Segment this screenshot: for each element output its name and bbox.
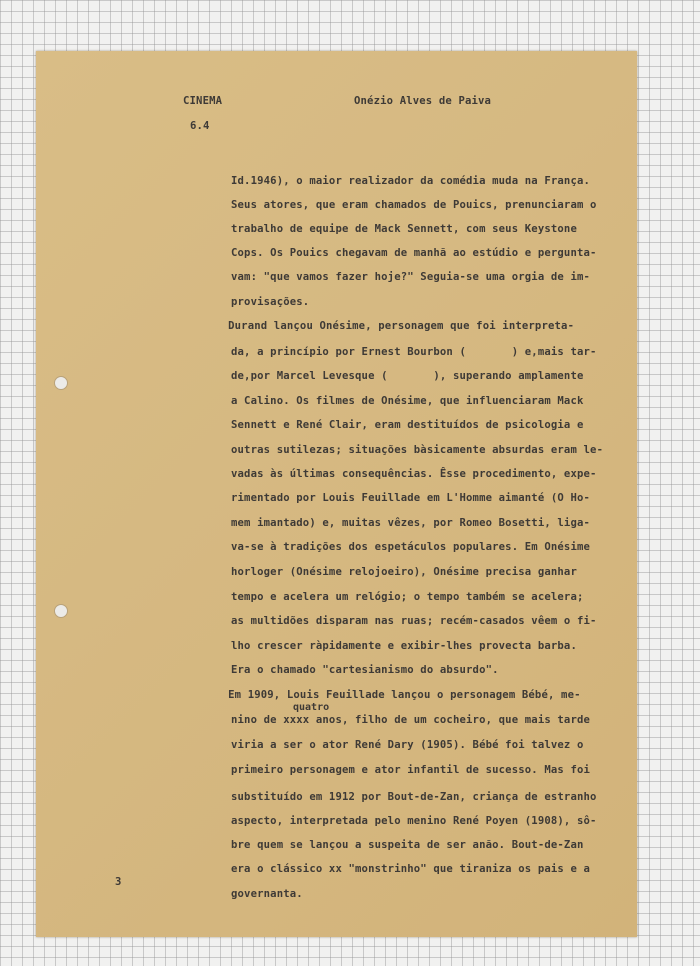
text-line: viria a ser o ator René Dary (1905). Bébé foi talvez o: [231, 739, 584, 751]
text-line: Id.1946), o maior realizador da comédia muda na França.: [231, 175, 591, 187]
text-line: substituído em 1912 por Bout-de-Zan, criança de estranho: [231, 791, 597, 803]
text-line: bre quem se lançou a suspeita de ser anão. Bout-de-Zan: [231, 839, 584, 851]
text-line: de,por Marcel Levesque ( ), superando amplamente: [231, 370, 584, 382]
text-line: primeiro personagem e ator infantil de sucesso. Mas foi: [231, 764, 591, 776]
header-author: Onézio Alves de Paiva: [354, 95, 492, 107]
text-line: governanta.: [231, 888, 303, 900]
text-line: horloger (Onésime relojoeiro), Onésime precisa ganhar: [231, 566, 577, 578]
text-line: mem imantado) e, muitas vêzes, por Romeo Bosetti, liga-: [231, 517, 591, 529]
text-line: aspecto, interpretada pelo menino René Poyen (1908), sô-: [231, 815, 597, 827]
text-line: Sennett e René Clair, eram destituídos de psicologia e: [231, 419, 584, 431]
text-line: outras sutilezas; situações bàsicamente absurdas eram le-: [231, 444, 604, 456]
text-line: Durand lançou Onésime, personagem que foi interpreta-: [202, 320, 575, 332]
text-line: vadas às últimas consequências. Êsse procedimento, expe-: [231, 468, 597, 480]
text-line: lho crescer ràpidamente e exibir-lhes provecta barba.: [231, 640, 577, 652]
text-line: trabalho de equipe de Mack Sennett, com seus Keystone: [231, 223, 577, 235]
text-line: rimentado por Louis Feuillade em L'Homme aimanté (O Ho-: [231, 492, 591, 504]
text-line: da, a princípio por Ernest Bourbon ( ) e,mais tar-: [231, 346, 597, 358]
text-line: tempo e acelera um relógio; o tempo também se acelera;: [231, 591, 584, 603]
binder-hole-top: [54, 376, 68, 390]
text-line: Em 1909, Louis Feuillade lançou o personagem Bébé, me-: [202, 689, 581, 701]
header-code: 6.4: [190, 120, 210, 132]
text-line: va-se à tradições dos espetáculos populares. Em Onésime: [231, 541, 591, 553]
handwritten-insertion: quatro: [293, 702, 330, 713]
text-line: provisações.: [231, 296, 310, 308]
page-number: 3: [115, 876, 122, 888]
header-section: CINEMA: [183, 95, 223, 107]
text-line: Era o chamado "cartesianismo do absurdo".: [231, 664, 499, 676]
text-line: era o clássico xx "monstrinho" que tiraniza os pais e a: [231, 863, 591, 875]
text-line: nino de xxxx anos, filho de um cocheiro, que mais tarde: [231, 714, 591, 726]
binder-hole-bottom: [54, 604, 68, 618]
text-line: Cops. Os Pouics chegavam de manhã ao estúdio e pergunta-: [231, 247, 597, 259]
text-line: as multidões disparam nas ruas; recém-casados vêem o fi-: [231, 615, 597, 627]
text-line: Seus atores, que eram chamados de Pouics, prenunciaram o: [231, 199, 597, 211]
text-line: a Calino. Os filmes de Onésime, que influenciaram Mack: [231, 395, 584, 407]
typewritten-page: [36, 51, 637, 937]
text-line: vam: "que vamos fazer hoje?" Seguia-se uma orgia de im-: [231, 271, 591, 283]
